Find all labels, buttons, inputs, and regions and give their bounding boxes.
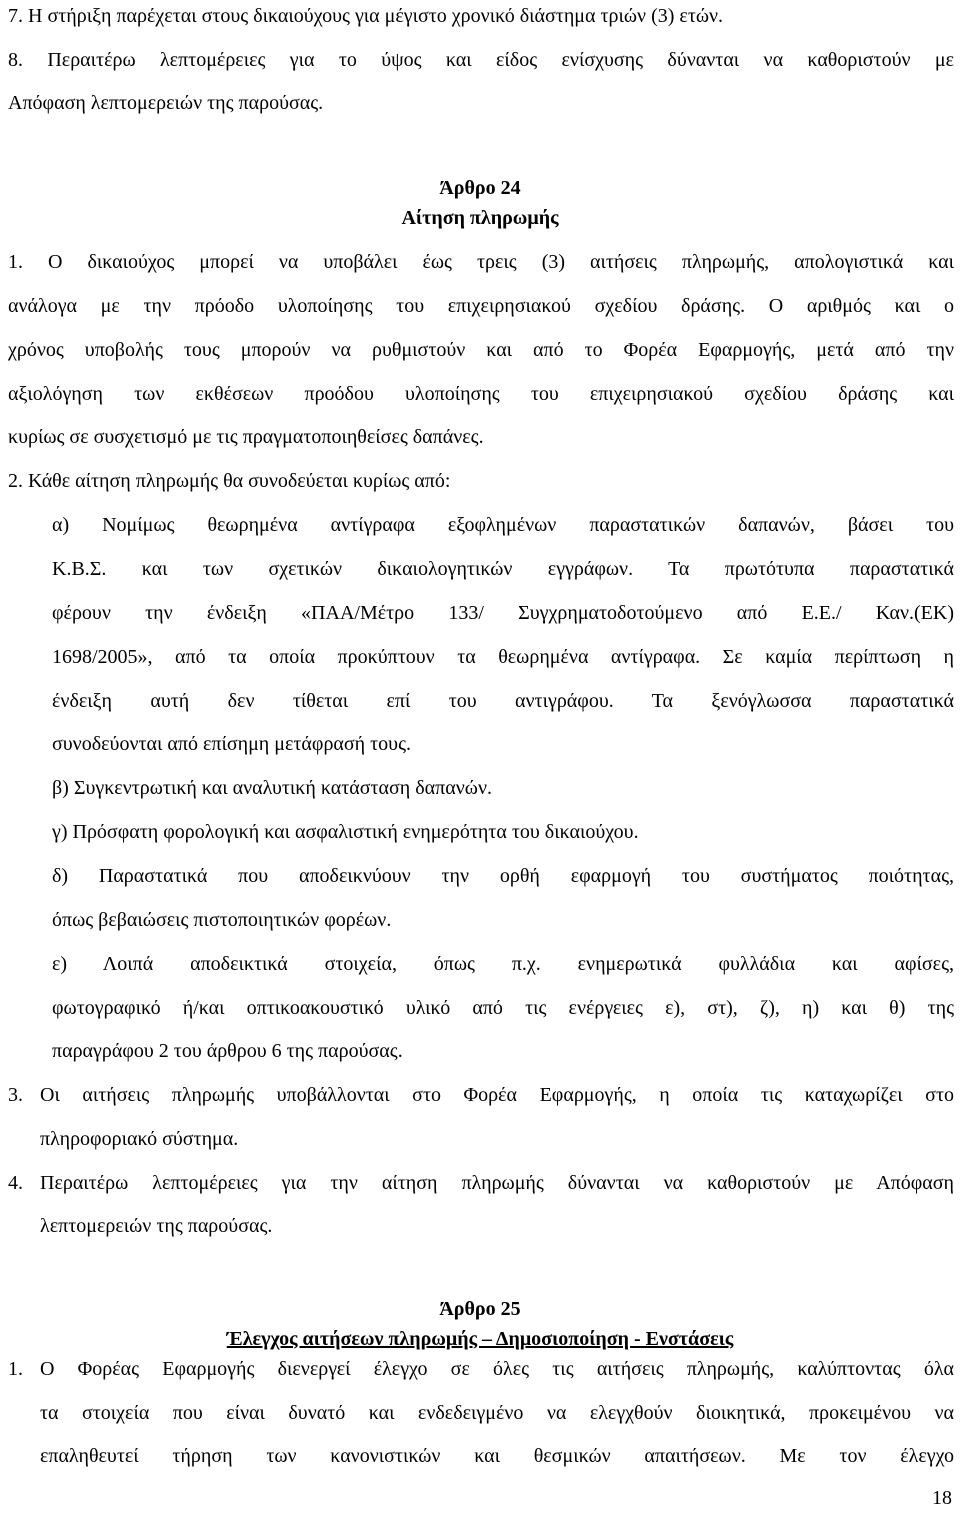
article-24-p4-number: 4. xyxy=(8,1172,23,1194)
item-b: β) Συγκεντρωτική και αναλυτική κατάσταση δαπανών. xyxy=(52,777,492,799)
article-24-heading: Άρθρο 24 xyxy=(439,177,521,199)
item-a-line-5: ένδειξη αυτή δεν τίθεται επί του αντιγράφου. Τα ξενόγλωσσα παραστατικά xyxy=(52,690,954,712)
article-25-subheading: Έλεγχος αιτήσεων πληρωμής – Δημοσιοποίηση - Ενστάσεις xyxy=(226,1328,734,1350)
item-e-line-2: φωτογραφικό ή/και οπτικοακουστικό υλικό από τις ενέργειες ε), στ), ζ), η) και θ) της xyxy=(52,997,954,1019)
article-25-p1-line-1: Ο Φορέας Εφαρμογής διενεργεί έλεγχο σε όλες τις αιτήσεις πληρωμής, καλύπτοντας όλα xyxy=(40,1358,954,1380)
article-24-subheading: Αίτηση πληρωμής xyxy=(401,207,559,229)
item-d-line-2: όπως βεβαιώσεις πιστοποιητικών φορέων. xyxy=(52,909,392,931)
item-e-line-3: παραγράφου 2 του άρθρου 6 της παρούσας. xyxy=(52,1040,403,1062)
item-a-line-2: Κ.Β.Σ. και των σχετικών δικαιολογητικών εγγράφων. Τα πρωτότυπα παραστατικά xyxy=(52,558,954,580)
article-24-p1-line-2: ανάλογα με την πρόοδο υλοποίησης του επιχειρησιακού σχεδίου δράσης. Ο αριθμός και ο xyxy=(8,295,954,317)
item-a-line-1: α) Νομίμως θεωρημένα αντίγραφα εξοφλημένων παραστατικών δαπανών, βάσει του xyxy=(52,514,954,536)
article-25-p1-number: 1. xyxy=(8,1358,23,1380)
article-25-heading: Άρθρο 25 xyxy=(439,1298,521,1320)
article-25-p1-line-3: επαληθευτεί τήρηση των κανονιστικών και θεσμικών απαιτήσεων. Με τον έλεγχο xyxy=(40,1445,954,1467)
article-24-p4-line-1: Περαιτέρω λεπτομέρειες για την αίτηση πληρωμής δύνανται να καθοριστούν με Απόφαση xyxy=(40,1172,954,1194)
article-24-p1-line-1: 1. Ο δικαιούχος μπορεί να υποβάλει έως τρεις (3) αιτήσεις πληρωμής, απολογιστικά και xyxy=(8,251,954,273)
item-a-line-3: φέρουν την ένδειξη «ΠΑΑ/Μέτρο 133/ Συγχρηματοδοτούμενο από Ε.Ε./ Καν.(ΕΚ) xyxy=(52,602,954,624)
page-number: 18 xyxy=(932,1487,952,1509)
article-24-p3-line-1: Οι αιτήσεις πληρωμής υποβάλλονται στο Φορέα Εφαρμογής, η οποία τις καταχωρίζει στο xyxy=(40,1084,954,1106)
item-a-line-6: συνοδεύονται από επίσημη μετάφρασή τους. xyxy=(52,733,412,755)
item-d-line-1: δ) Παραστατικά που αποδεικνύουν την ορθή εφαρμογή του συστήματος ποιότητας, xyxy=(52,865,954,887)
article-24-p1-line-4: αξιολόγηση των εκθέσεων προόδου υλοποίησης του επιχειρησιακού σχεδίου δράσης και xyxy=(8,383,954,405)
item-c: γ) Πρόσφατη φορολογική και ασφαλιστική ενημερότητα του δικαιούχου. xyxy=(52,821,639,843)
paragraph-7: 7. Η στήριξη παρέχεται στους δικαιούχους για μέγιστο χρονικό διάστημα τριών (3) ετών. xyxy=(8,5,724,27)
paragraph-8-line-1: 8. Περαιτέρω λεπτομέρειες για το ύψος και είδος ενίσχυσης δύνανται να καθοριστούν με xyxy=(8,49,954,71)
paragraph-8-line-2: Απόφαση λεπτομερειών της παρούσας. xyxy=(8,92,324,114)
article-24-p3-line-2: πληροφοριακό σύστημα. xyxy=(40,1128,239,1150)
article-24-p1-line-3: χρόνος υποβολής τους μπορούν να ρυθμιστούν και από το Φορέα Εφαρμογής, μετά από την xyxy=(8,339,954,361)
article-24-p4-line-2: λεπτομερειών της παρούσας. xyxy=(40,1215,273,1237)
article-24-p3-number: 3. xyxy=(8,1084,23,1106)
article-24-p1-line-5: κυρίως σε συσχετισμό με τις πραγματοποιηθείσες δαπάνες. xyxy=(8,426,484,448)
item-a-line-4: 1698/2005», από τα οποία προκύπτουν τα θεωρημένα αντίγραφα. Σε καμία περίπτωση η xyxy=(52,646,954,668)
article-25-p1-line-2: τα στοιχεία που είναι δυνατό και ενδεδειγμένο να ελεγχθούν διοικητικά, προκειμένου να xyxy=(40,1402,954,1424)
article-24-p2-intro: 2. Κάθε αίτηση πληρωμής θα συνοδεύεται κυρίως από: xyxy=(8,470,451,492)
item-e-line-1: ε) Λοιπά αποδεικτικά στοιχεία, όπως π.χ. ενημερωτικά φυλλάδια και αφίσες, xyxy=(52,953,954,975)
